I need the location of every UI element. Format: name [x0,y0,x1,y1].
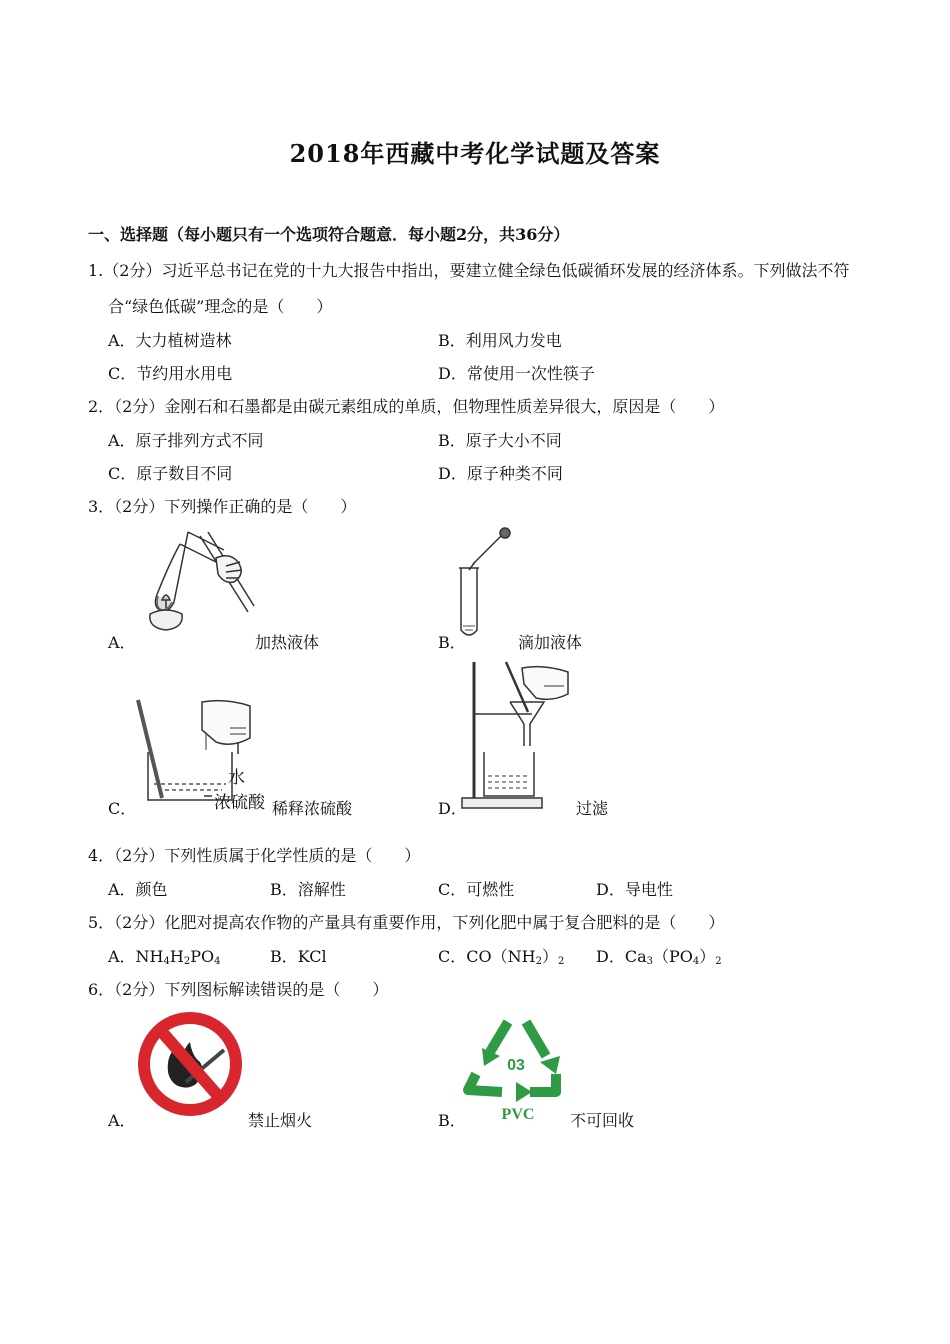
q6-stem: 6．（2分）下列图标解读错误的是（ ） [88,980,389,999]
q5-option-d: D．$Ca_3(PO_4)_2$ [596,947,722,967]
q1-stem-line1: 1.（2分）习近平总书记在党的十九大报告中指出，要建立健全绿色低碳循环发展的经济体系。下列做法不符 [88,261,850,280]
q6-option-a-letter: A． [108,1111,136,1130]
q5-option-c: C．$CO(NH_2)_2$ [438,947,565,967]
q6-option-b-caption: 不可回收 [570,1111,635,1130]
q3-option-a-letter: A． [108,633,136,652]
q5-option-b: B．KCl [270,947,327,966]
q2-stem: 2．（2分）金刚石和石墨都是由碳元素组成的单质，但物理性质差异很大，原因是（ ） [88,397,725,416]
q6-option-b-letter: B． [438,1111,466,1130]
section-heading: 一、选择题（每小题只有一个选项符合题意．每小题2分，共36分） [88,225,570,244]
label-conc-acid: 浓硫酸 [214,793,265,813]
q4-option-d: D．导电性 [596,880,673,899]
q6-option-a-caption: 禁止烟火 [248,1111,313,1130]
dropping-liquid-illustration [455,526,525,642]
q3-option-a-caption: 加热液体 [255,633,320,652]
label-water: 水 [228,768,245,788]
q3-stem: 3．（2分）下列操作正确的是（ ） [88,497,357,516]
q3-option-c-letter: C． [108,799,137,818]
page-title: 2018年西藏中考化学试题及答案 [289,139,661,168]
q4-option-b: B．溶解性 [270,880,346,899]
q3-option-b-caption: 滴加液体 [518,633,583,652]
q4-option-c: C．可燃性 [438,880,515,899]
q3-option-b-letter: B． [438,633,466,652]
q5-option-a: A．$NH_4H_2PO_4$ [108,947,221,967]
q3-option-c-caption: 稀释浓硫酸 [272,799,353,818]
q1-stem-line2: 合“绿色低碳”理念的是（ ） [108,297,333,316]
q2-option-b: B．原子大小不同 [438,431,562,450]
q1-option-d: D．常使用一次性筷子 [438,364,595,383]
q2-option-c: C．原子数目不同 [108,464,233,483]
q1-option-c: C．节约用水用电 [108,364,233,383]
q2-option-d: D．原子种类不同 [438,464,563,483]
heating-liquid-illustration [130,522,260,637]
filtration-illustration [458,658,576,810]
q1-option-a: A．大力植树造林 [108,331,232,350]
q3-option-d-caption: 过滤 [576,799,609,818]
q2-option-a: A．原子排列方式不同 [108,431,264,450]
recycle-pvc-icon [460,1008,572,1128]
q4-stem: 4．（2分）下列性质属于化学性质的是（ ） [88,846,421,865]
no-fire-sign-icon [134,1010,246,1118]
q5-stem: 5．（2分）化肥对提高农作物的产量具有重要作用，下列化肥中属于复合肥料的是（ ） [88,913,725,932]
q1-option-b: B．利用风力发电 [438,331,562,350]
q3-option-d-letter: D． [438,799,467,818]
q4-option-a: A．颜色 [108,880,168,899]
recycle-code: PVC [501,1106,535,1123]
recycle-number: 03 [507,1057,525,1074]
